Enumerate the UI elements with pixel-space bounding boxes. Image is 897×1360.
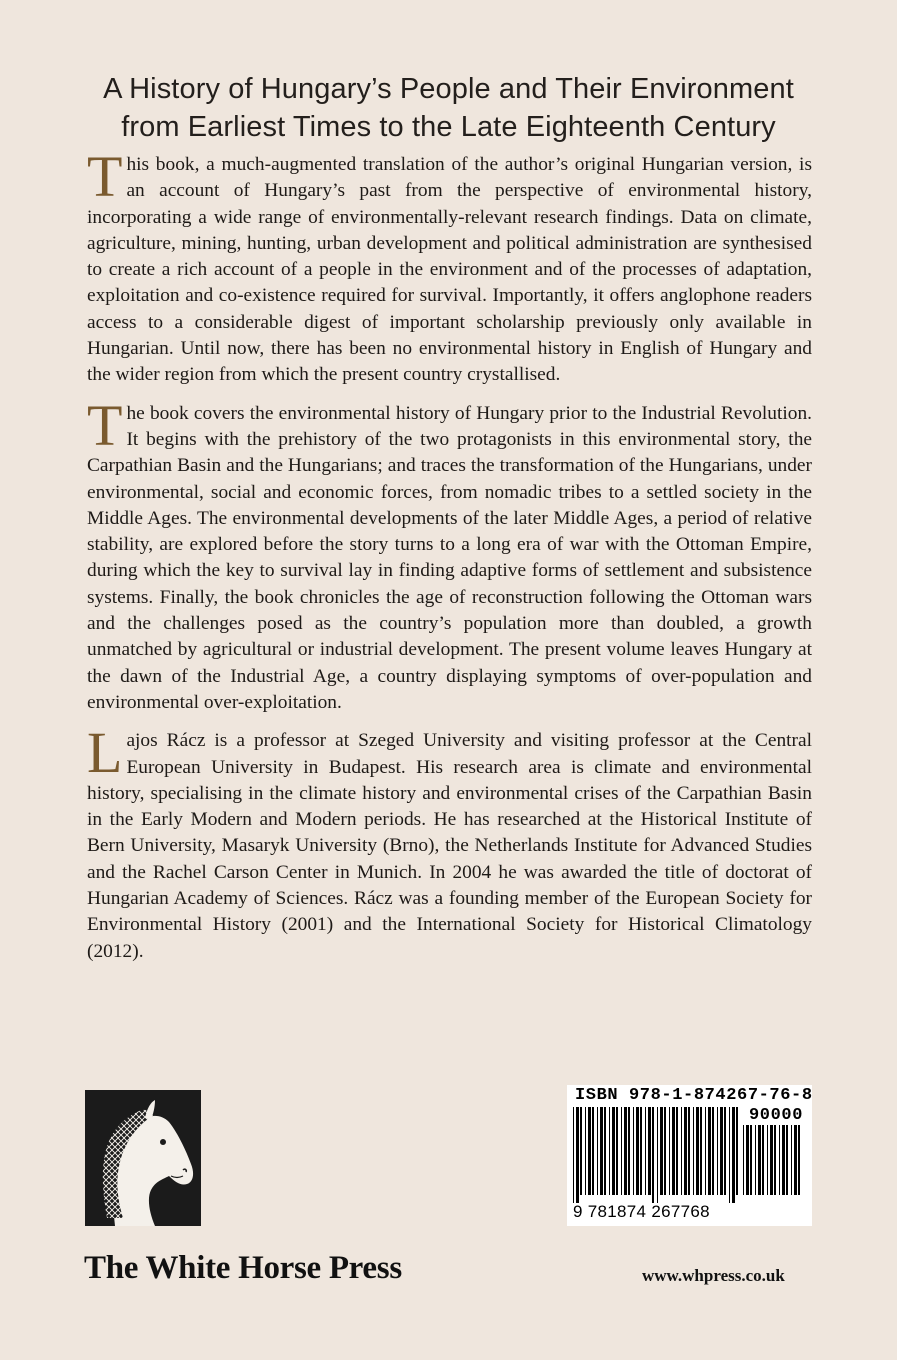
barcode-bar: [782, 1125, 785, 1195]
barcode-bar: [798, 1125, 800, 1195]
paragraph-intro: [87, 144, 812, 389]
barcode-bar: [657, 1107, 658, 1203]
barcode-bar: [616, 1107, 618, 1195]
barcode-bar: [700, 1107, 702, 1195]
paragraph-text: his book, a much-augmented translation of the author’s original Hungarian version, is an account of Hungary’s past from the perspective of environmental history, incorporating a wide range of environmentally-relevant research findings. Data on climate, agriculture, mining, hunting, urban development and political administration are synthesised to create a rich account of a people in the environment and of the processes of adaptation, exploitation and co-existence required for survival. Importantly, it offers anglophone readers access to a considerable digest of important scholarship previously only available in Hungarian. Until now, there has been no environmental history in English of Hungary and the wider region from which the present country crystallised.: [87, 154, 812, 386]
barcode-bar: [576, 1107, 579, 1203]
barcode-bar: [767, 1125, 768, 1195]
barcode-bar: [732, 1107, 735, 1203]
barcode-bar: [588, 1107, 591, 1195]
paragraph-text: ajos Rácz is a professor at Szeged University and visiting professor at the Central European University in Budapest. His research area is climate and environmental history, specialising in the climate history and environmental crises of the Carpathian Basin in the Early Modern and Modern periods. He has researched at the Historical Institute of Bern University, Masaryk University (Brno), the Netherlands Institute for Advanced Studies and the Rachel Carson Center in Munich. In 2004 he was awarded the title of doctorat of Hungarian Academy of Sciences. Rácz was a founding member of the European Society for Environmental History (2001) and the International Society for Historical Climatology (2012).: [87, 730, 812, 962]
barcode-bar: [779, 1125, 780, 1195]
barcode-bar: [597, 1107, 598, 1195]
barcode-bar: [774, 1125, 776, 1195]
barcode-bar: [696, 1107, 699, 1195]
barcode-bar: [743, 1125, 744, 1195]
barcode-bar: [786, 1125, 788, 1195]
barcode-bar: [669, 1107, 670, 1195]
barcode-bar: [717, 1107, 718, 1195]
barcode-bar: [600, 1107, 603, 1195]
barcode-bar: [746, 1125, 749, 1195]
barcode-bar: [755, 1125, 756, 1195]
barcode-bar: [705, 1107, 706, 1195]
barcode-bar: [770, 1125, 773, 1195]
barcode-bar: [712, 1107, 714, 1195]
barcode-bar: [645, 1107, 646, 1195]
ean-bars: [573, 1107, 741, 1203]
barcode-bar: [693, 1107, 694, 1195]
barcode-bar: [648, 1107, 651, 1195]
barcode-bar: [736, 1107, 738, 1195]
paragraph-author-bio: [87, 720, 812, 965]
isbn-label: ISBN 978-1-874267-76-8: [575, 1086, 813, 1105]
paragraph-scope: [87, 392, 812, 717]
barcode-bar: [633, 1107, 634, 1195]
barcode-bar: [676, 1107, 678, 1195]
barcode-bar: [720, 1107, 723, 1195]
barcode-bar: [640, 1107, 642, 1195]
barcode-bar: [612, 1107, 615, 1195]
addon-bars: [743, 1125, 805, 1203]
barcode-bar: [628, 1107, 630, 1195]
title-line-1: A History of Hungary’s People and Their Environment: [103, 73, 794, 105]
barcode-bar: [652, 1107, 654, 1203]
barcode-bar: [585, 1107, 586, 1195]
barcode-bar: [750, 1125, 752, 1195]
barcode-bar: [684, 1107, 687, 1195]
barcode-bar: [609, 1107, 610, 1195]
barcode-bar: [624, 1107, 627, 1195]
blurb: [87, 144, 812, 977]
barcode-bar: [664, 1107, 666, 1195]
isbn-barcode: [567, 1085, 812, 1226]
barcode-bar: [672, 1107, 675, 1195]
barcode-bar: [708, 1107, 711, 1195]
barcode-bar: [621, 1107, 622, 1195]
barcode-bar: [762, 1125, 764, 1195]
price-code: 90000: [749, 1106, 804, 1125]
book-title: [0, 70, 897, 146]
barcode-bar: [604, 1107, 606, 1195]
drop-cap: T: [87, 392, 123, 458]
barcode-bar: [724, 1107, 726, 1195]
barcode-bar: [791, 1125, 792, 1195]
paragraph-text: he book covers the environmental history of Hungary prior to the Industrial Revolution. It begins with the prehistory of the two protagonists in this environmental story, the Carpathian Basin and the Hungarians; and traces the transformation of the Hungarians, under environmental, social and economic forces, from nomadic tribes to a settled society in the Middle Ages. The environmental developments of the later Middle Ages, a period of relative stability, are explored before the story turns to a long era of war with the Ottoman Empire, during which the key to survival lay in finding adaptive forms of settlement and subsistence systems. Finally, the book chronicles the age of reconstruction following the Ottoman wars and the challenges posed as the country’s population more than doubled, a growth unmatched by agricultural or industrial development. The present volume leaves Hungary at the dawn of the Industrial Age, a country displaying symptoms of over-population and environmental over-exploitation.: [87, 402, 812, 713]
barcode-bar: [636, 1107, 639, 1195]
publisher-logo: [85, 1090, 201, 1226]
white-horse-head-icon: [85, 1090, 201, 1226]
drop-cap: L: [87, 720, 123, 786]
barcode-bar: [592, 1107, 594, 1195]
barcode-bar: [794, 1125, 797, 1195]
barcode-bar: [681, 1107, 682, 1195]
barcode-bar: [573, 1107, 574, 1203]
barcode-bar: [758, 1125, 761, 1195]
ean-digits: 9 781874 267768: [573, 1202, 710, 1221]
drop-cap: T: [87, 144, 123, 209]
title-line-2: from Earliest Times to the Late Eighteenth Century: [121, 111, 776, 143]
barcode-bar: [688, 1107, 690, 1195]
barcode-bar: [660, 1107, 663, 1195]
publisher-website[interactable]: www.whpress.co.uk: [642, 1266, 785, 1285]
publisher-name: The White Horse Press: [84, 1250, 402, 1286]
barcode-bar: [729, 1107, 730, 1203]
barcode-bar: [580, 1107, 582, 1195]
